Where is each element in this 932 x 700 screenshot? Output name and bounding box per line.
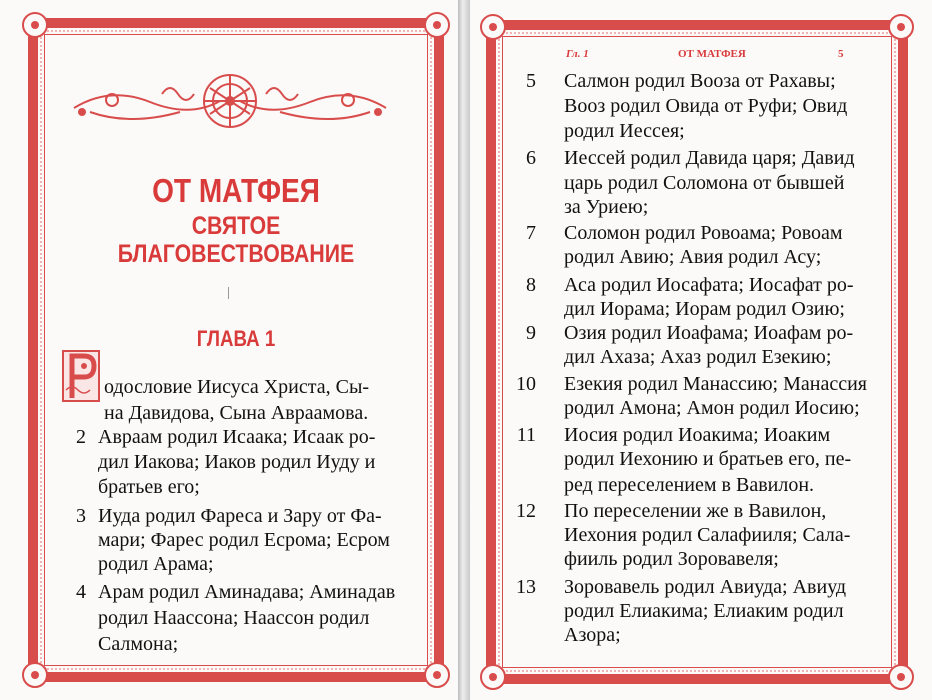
verse-line: родил Иехонию и братьев его, пе- xyxy=(564,448,852,470)
verse-line: родил Арама; xyxy=(98,553,214,575)
verse-line: одословие Иисуса Христа, Сы- xyxy=(104,376,370,398)
verse-number: 12 xyxy=(516,500,536,522)
verse-line: Иессей родил Давида царя; Давид xyxy=(564,147,855,169)
corner-ornament-icon xyxy=(888,664,914,690)
verse-line: родил Авию; Авия родил Асу; xyxy=(564,246,822,268)
verse-line: Азора; xyxy=(564,624,621,646)
chapter-heading: ГЛАВА 1 xyxy=(196,326,276,351)
verse-line: Салмон родил Вооза от Рахавы; xyxy=(564,70,836,92)
corner-ornament-icon xyxy=(424,662,450,688)
verse-number: 11 xyxy=(516,424,536,446)
verse-number: 6 xyxy=(526,147,536,169)
divider-mark xyxy=(228,287,229,299)
verse-number: 8 xyxy=(526,274,536,296)
verse-line: Озия родил Иоафама; Иоафам ро- xyxy=(564,322,854,344)
verse-line: Салмона; xyxy=(98,633,179,655)
verse-line: Езекия родил Манассию; Манассия xyxy=(564,373,867,395)
verse-line: Иехония родил Салафииля; Сала- xyxy=(564,524,851,546)
verse-line: родил Амона; Амон родил Иосию; xyxy=(564,397,860,419)
verse-line: Иосия родил Иоакима; Иоаким xyxy=(564,424,831,446)
gospel-subtitle-line-2: БЛАГОВЕСТВОВАНИЕ xyxy=(117,240,355,268)
verse-number: 5 xyxy=(526,70,536,92)
verse-line: ред переселением в Вавилон. xyxy=(564,474,815,496)
corner-ornament-icon xyxy=(22,12,48,38)
verse-line: царь родил Соломона от бывшей xyxy=(564,172,845,194)
verse-number: 9 xyxy=(526,322,536,344)
corner-ornament-icon xyxy=(22,662,48,688)
running-header-title: ОТ МАТФЕЯ xyxy=(678,48,746,60)
verse-number: 10 xyxy=(516,373,536,395)
verse-line: родил Наассона; Наассон родил xyxy=(98,607,370,629)
corner-ornament-icon xyxy=(480,14,506,40)
page-number: 5 xyxy=(838,48,844,60)
gospel-subtitle-line-1: СВЯТОЕ xyxy=(191,212,281,240)
verse-number: 3 xyxy=(76,505,86,527)
verse-line: дил Иакова; Иаков родил Иуду и xyxy=(98,451,376,473)
headpiece-ornament-icon xyxy=(70,68,390,134)
verse-line: Вооз родил Овида от Руфи; Овид xyxy=(564,95,848,117)
verse-line: за Уриею; xyxy=(564,196,649,218)
verse-line: мари; Фарес родил Есрома; Есром xyxy=(98,529,390,551)
book-spine xyxy=(458,0,470,700)
verse-line: фииль родил Зоровавеля; xyxy=(564,548,779,570)
verse-line: на Давидова, Сына Авраамова. xyxy=(104,402,369,424)
corner-ornament-icon xyxy=(480,664,506,690)
verse-line: Арам родил Аминадава; Аминадав xyxy=(98,581,396,603)
verse-number: 13 xyxy=(516,576,536,598)
right-page xyxy=(470,0,932,700)
verse-line: Зоровавель родил Авиуда; Авиуд xyxy=(564,576,847,598)
gospel-title: ОТ МАТФЕЯ xyxy=(152,172,320,209)
verse-line: дил Ахаза; Ахаз родил Езекию; xyxy=(564,346,832,368)
verse-line: Иуда родил Фареса и Зару от Фа- xyxy=(98,505,382,527)
verse-line: дил Иорама; Иорам родил Озию; xyxy=(564,298,845,320)
verse-number: 2 xyxy=(76,426,86,448)
verse-line: родил Елиакима; Елиаким родил xyxy=(564,600,844,622)
verse-line: братьев его; xyxy=(98,476,200,498)
verse-number: 7 xyxy=(526,222,536,244)
corner-ornament-icon xyxy=(424,12,450,38)
dropcap-letter-r-icon xyxy=(62,350,100,402)
corner-ornament-icon xyxy=(888,14,914,40)
verse-line: родил Иессея; xyxy=(564,120,685,142)
running-header-chapter: Гл. 1 xyxy=(566,48,589,60)
verse-number: 4 xyxy=(76,581,86,603)
left-page xyxy=(0,0,458,700)
verse-line: По переселении же в Вавилон, xyxy=(564,500,827,522)
verse-line: Аса родил Иосафата; Иосафат ро- xyxy=(564,274,854,296)
verse-line: Авраам родил Исаака; Исаак ро- xyxy=(98,426,376,448)
verse-line: Соломон родил Ровоама; Ровоам xyxy=(564,222,843,244)
